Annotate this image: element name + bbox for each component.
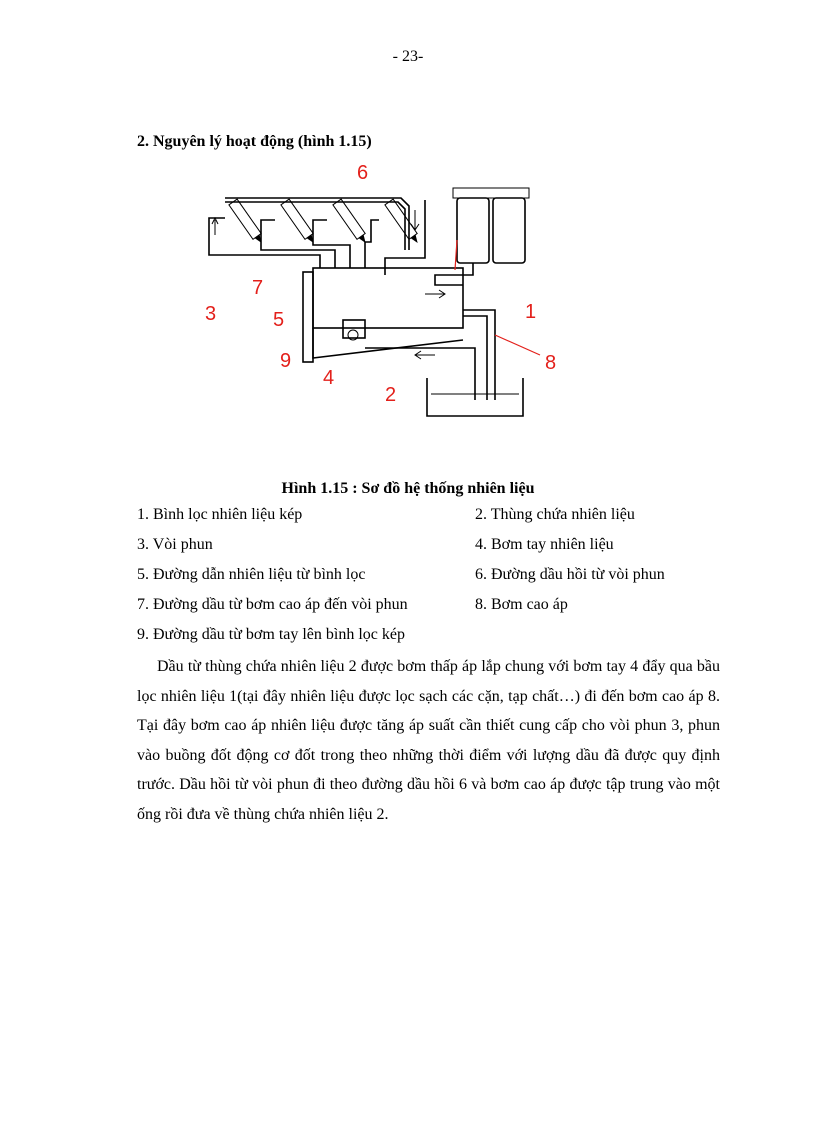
- arrow-up-icon: [212, 218, 218, 235]
- return-line: [225, 198, 409, 250]
- injection-pump: [313, 268, 463, 328]
- legend-item: 1. Bình lọc nhiên liệu kép: [137, 506, 303, 523]
- high-pressure-line: [313, 220, 350, 268]
- callout-9: 9: [280, 350, 292, 372]
- high-pressure-line: [209, 218, 320, 268]
- filter-head: [453, 188, 529, 198]
- fuel-filter: [457, 198, 489, 263]
- filter-outlet-line: [435, 263, 473, 285]
- legend-row: [137, 594, 697, 624]
- legend-item: 2. Thùng chứa nhiên liệu: [475, 506, 635, 523]
- callout-7: 7: [252, 277, 264, 299]
- legend-row: [137, 624, 697, 654]
- callout-2: 2: [385, 384, 397, 406]
- legend-item: 9. Đường dầu từ bơm tay lên bình lọc kép: [137, 626, 405, 643]
- hand-pump: [343, 320, 365, 338]
- fuel-filter: [493, 198, 525, 263]
- callout-8: 8: [545, 352, 557, 374]
- injector: [333, 199, 370, 246]
- return-line-inner: [225, 202, 405, 250]
- callout-3: 3: [205, 303, 217, 325]
- arrow-left-icon: [415, 351, 435, 359]
- legend-item: 8. Bơm cao áp: [475, 596, 568, 613]
- callout-6: 6: [357, 162, 369, 184]
- section-heading: 2. Nguyên lý hoạt động (hình 1.15): [137, 133, 372, 150]
- legend-item: 7. Đường dầu từ bơm cao áp đến vòi phun: [137, 596, 408, 613]
- pump-lower-body: [313, 328, 463, 358]
- lift-line: [365, 348, 475, 400]
- legend-item: 3. Vòi phun: [137, 536, 213, 553]
- arrow-right-icon: [425, 290, 445, 298]
- figure-caption: Hình 1.15 : Sơ đồ hệ thống nhiên liệu: [281, 480, 535, 497]
- fuel-system-schematic: [195, 160, 575, 420]
- page-number: - 23-: [392, 48, 424, 65]
- callout-1: 1: [525, 301, 537, 323]
- body-paragraph: Dầu từ thùng chứa nhiên liệu 2 được bơm thấp áp lắp chung với bơm tay 4 đẩy qua bầu lọc nhiên liệu 1(tại đây nhiên liệu được lọc sạch các cặn, tạp chất…) đi đến bơm cao áp 8. Tại đây bơm cao áp nhiên liệu được tăng áp suất cần thiết cung cấp cho vòi phun 3, phun vào buồng đốt động cơ đốt trong theo những thời điểm với lượng dầu đã được quy định trước. Dầu hồi từ vòi phun đi theo đường dầu hồi 6 và bơm cao áp được tập trung vào một ống rồi đưa về thùng chứa nhiên liệu 2.: [137, 658, 720, 823]
- legend-item: 4. Bơm tay nhiên liệu: [475, 536, 614, 553]
- tank-return-line: [463, 310, 495, 400]
- callout-4: 4: [323, 367, 335, 389]
- legend-row: [137, 564, 697, 594]
- callout-5: 5: [273, 309, 285, 331]
- legend-row: [137, 504, 697, 534]
- fuel-system-diagram: [195, 160, 575, 420]
- legend-row: [137, 534, 697, 564]
- legend-item: 6. Đường dầu hồi từ vòi phun: [475, 566, 665, 583]
- high-pressure-line: [365, 220, 379, 268]
- pump-flange: [303, 272, 313, 362]
- injector: [385, 199, 422, 246]
- high-pressure-line: [261, 220, 335, 268]
- legend-item: 5. Đường dẫn nhiên liệu từ bình lọc: [137, 566, 366, 583]
- legend: [137, 504, 697, 654]
